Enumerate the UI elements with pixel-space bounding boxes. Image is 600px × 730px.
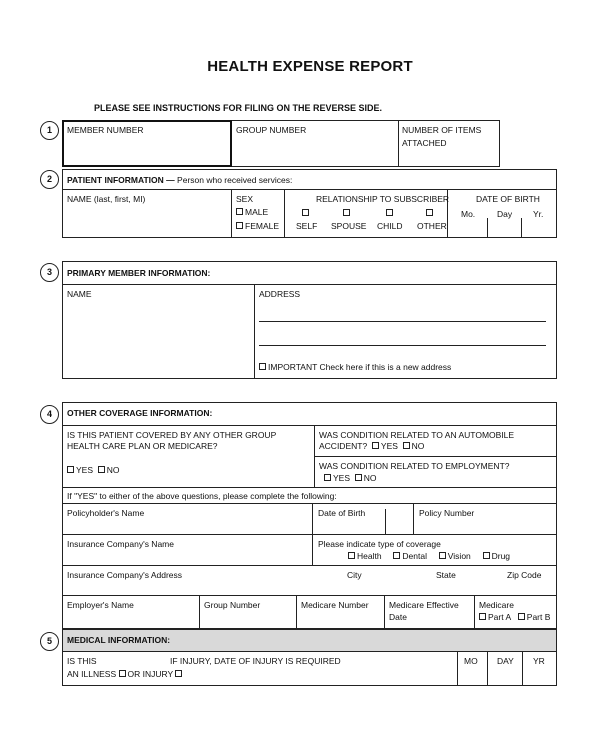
vision-label: Vision (447, 551, 471, 561)
medicare-number-label: Medicare Number (301, 600, 369, 610)
auto-accident-question-2: ACCIDENT? (319, 441, 368, 451)
address-line-2[interactable] (259, 345, 546, 346)
insurance-address-label: Insurance Company's Address (67, 570, 183, 580)
address-line-1[interactable] (259, 321, 546, 322)
illness-injury-options[interactable] (67, 669, 184, 680)
employment-yes-label: YES (333, 473, 351, 483)
female-label: FEMALE (245, 221, 280, 231)
medicare-effective-label-1: Medicare Effective (389, 600, 459, 610)
auto-yes-checkbox[interactable] (372, 442, 379, 449)
coverage-type-options[interactable] (348, 551, 510, 562)
sex-label: SEX (236, 194, 254, 204)
member-name-input[interactable] (67, 305, 247, 323)
part-a-checkbox[interactable] (479, 613, 486, 620)
injury-year-label: YR (533, 656, 545, 666)
employment-question: WAS CONDITION RELATED TO EMPLOYMENT? (319, 461, 510, 471)
policy-number-label: Policy Number (419, 508, 475, 518)
dental-checkbox[interactable] (393, 552, 400, 559)
health-label: Health (357, 551, 382, 561)
medicare-parts[interactable] (479, 612, 550, 623)
child-label: CHILD (377, 221, 403, 231)
new-address-option[interactable] (259, 362, 451, 373)
other-plan-no-checkbox[interactable] (98, 466, 105, 473)
medical-info-heading: MEDICAL INFORMATION: (67, 635, 171, 645)
items-attached-input[interactable] (402, 151, 496, 164)
vision-checkbox[interactable] (439, 552, 446, 559)
patient-info-heading (67, 175, 292, 186)
part-a-label: Part A (488, 612, 511, 622)
patient-name-input[interactable] (67, 212, 227, 232)
policyholder-name-label: Policyholder's Name (67, 508, 145, 518)
instructions-text: PLEASE SEE INSTRUCTIONS FOR FILING ON THE REVERSE SIDE. (94, 103, 383, 113)
patient-name-label: NAME (last, first, MI) (67, 194, 146, 204)
employment-answer[interactable] (324, 473, 377, 484)
section-1-number: 1 (40, 121, 59, 140)
other-plan-yes-checkbox[interactable] (67, 466, 74, 473)
other-plan-question-2: HEALTH CARE PLAN OR MEDICARE? (67, 441, 218, 451)
insurance-name-label: Insurance Company's Name (67, 539, 174, 549)
auto-accident-question-1: WAS CONDITION RELATED TO AN AUTOMOBILE (319, 430, 515, 440)
dob-year-label: Yr. (533, 209, 544, 219)
group-number-input[interactable] (236, 142, 394, 160)
or-injury-label: OR INJURY (127, 669, 174, 679)
injury-checkbox[interactable] (175, 670, 182, 677)
insurance-zip-label: Zip Code (507, 570, 542, 580)
part-b-checkbox[interactable] (518, 613, 525, 620)
injury-date-required-label: IF INJURY, DATE OF INJURY IS REQUIRED (170, 656, 341, 666)
other-plan-yes-label: YES (76, 465, 94, 475)
employment-no-checkbox[interactable] (355, 474, 362, 481)
other-coverage-heading: OTHER COVERAGE INFORMATION: (67, 408, 213, 418)
auto-accident-question[interactable] (319, 441, 424, 452)
employer-name-label: Employer's Name (67, 600, 134, 610)
other-plan-answer[interactable] (67, 465, 120, 476)
male-checkbox[interactable] (236, 208, 243, 215)
self-label: SELF (296, 221, 318, 231)
injury-month-label: MO (464, 656, 478, 666)
part-b-label: Part B (526, 612, 551, 622)
insurance-name-input[interactable] (67, 551, 307, 563)
dob-month-label: Mo. (461, 209, 476, 219)
relationship-label: RELATIONSHIP TO SUBSCRIBER (316, 194, 450, 204)
drug-checkbox[interactable] (483, 552, 490, 559)
medicare-effective-label-2: Date (389, 612, 407, 622)
member-name-label: NAME (67, 289, 92, 299)
section-5-number: 5 (40, 632, 59, 651)
auto-yes-label: YES (380, 441, 398, 451)
sex-female-option[interactable] (236, 221, 279, 232)
other-plan-no-label: NO (106, 465, 120, 475)
items-attached-label-2: ATTACHED (402, 138, 447, 148)
dob-label: DATE OF BIRTH (476, 194, 540, 204)
spouse-checkbox[interactable] (343, 209, 350, 216)
an-illness-label: AN ILLNESS (67, 669, 117, 679)
coverage-type-label: Please indicate type of coverage (318, 539, 441, 549)
other-label: OTHER (417, 221, 447, 231)
injury-day-label: DAY (497, 656, 514, 666)
insurance-city-label: City (347, 570, 362, 580)
insurance-state-label: State (436, 570, 456, 580)
child-checkbox[interactable] (386, 209, 393, 216)
employment-no-label: NO (363, 473, 377, 483)
self-checkbox[interactable] (302, 209, 309, 216)
patient-info-heading-rest: Person who received services: (177, 175, 293, 185)
drug-label: Drug (491, 551, 511, 561)
primary-member-heading: PRIMARY MEMBER INFORMATION: (67, 268, 211, 278)
form-title: HEALTH EXPENSE REPORT (207, 58, 413, 75)
policyholder-dob-label: Date of Birth (318, 508, 366, 518)
dental-label: Dental (402, 551, 427, 561)
employer-group-number-label: Group Number (204, 600, 261, 610)
employment-yes-checkbox[interactable] (324, 474, 331, 481)
section-4-number: 4 (40, 405, 59, 424)
address-label: ADDRESS (259, 289, 301, 299)
patient-info-heading-bold: PATIENT INFORMATION — (67, 175, 175, 185)
health-checkbox[interactable] (348, 552, 355, 559)
group-number-label: GROUP NUMBER (236, 125, 307, 135)
member-number-label: MEMBER NUMBER (67, 125, 144, 135)
medicare-label: Medicare (479, 600, 514, 610)
other-plan-question-1: IS THIS PATIENT COVERED BY ANY OTHER GROUP (67, 430, 277, 440)
new-address-label: IMPORTANT Check here if this is a new address (268, 362, 452, 372)
section-3-number: 3 (40, 263, 59, 282)
spouse-label: SPOUSE (331, 221, 367, 231)
if-yes-instructions: If "YES" to either of the above questions, please complete the following: (67, 491, 337, 501)
new-address-checkbox[interactable] (259, 363, 266, 370)
auto-no-label: NO (411, 441, 425, 451)
auto-no-checkbox[interactable] (403, 442, 410, 449)
male-label: MALE (245, 207, 269, 217)
member-number-input[interactable] (67, 142, 227, 160)
policyholder-name-input[interactable] (67, 520, 307, 532)
items-attached-label-1: NUMBER OF ITEMS (402, 125, 482, 135)
other-checkbox[interactable] (426, 209, 433, 216)
dob-day-label: Day (497, 209, 513, 219)
sex-male-option[interactable] (236, 207, 268, 218)
illness-checkbox[interactable] (119, 670, 126, 677)
female-checkbox[interactable] (236, 222, 243, 229)
section-2-number: 2 (40, 170, 59, 189)
is-this-label: IS THIS (67, 656, 97, 666)
